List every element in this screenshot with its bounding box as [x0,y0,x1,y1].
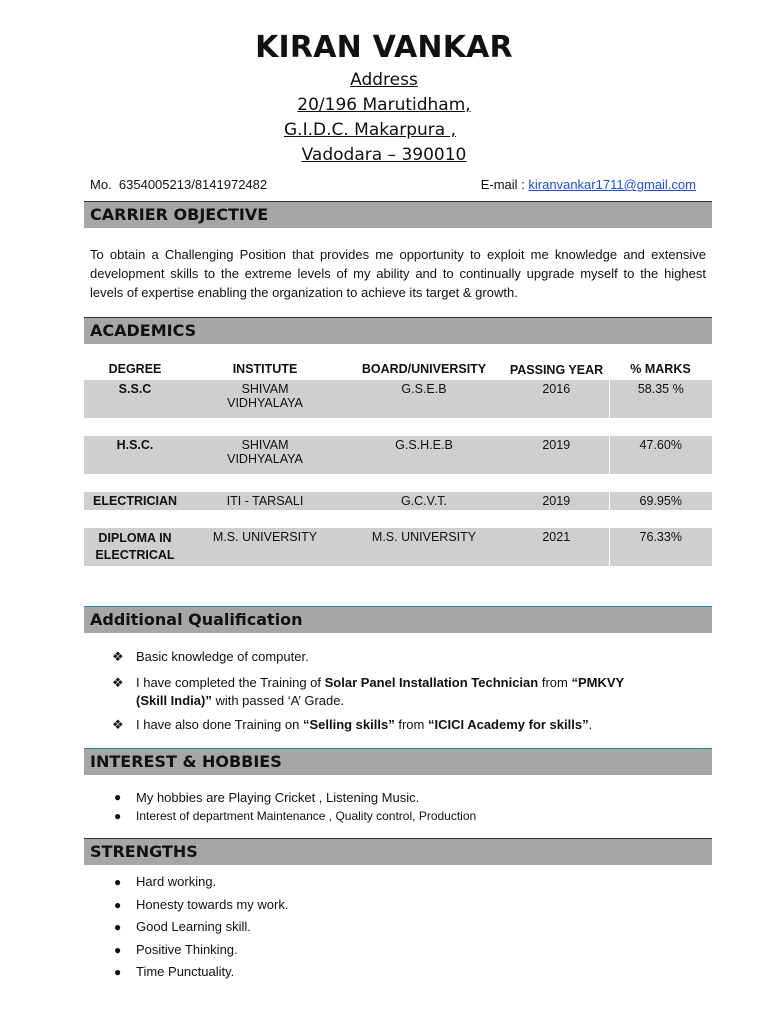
address-label: Address [350,70,418,90]
bullet-icon: ● [114,965,122,979]
column-header: BOARD/UNIVERSITY [361,362,487,376]
list-item: ❖ Basic knowledge of computer. [112,649,309,664]
table-cell: 47.60% [609,436,712,474]
list-item: ❖ I have completed the Training of Solar Panel Installation Technician from “PMKVY (Skill India)” with passed ‘A’ Grade. [112,675,624,708]
email-link[interactable]: kiranvankar1711@gmail.com [528,177,696,192]
academics-table [84,358,712,566]
section-title: STRENGTHS [90,842,198,861]
address-line-1: 20/196 Marutidham, [297,95,471,115]
additional-list [112,648,672,734]
bullet-icon: ● [114,897,122,912]
list-item: ● Honesty towards my work. [114,894,288,917]
diamond-bullet-icon: ❖ [112,717,124,732]
interests-list [114,788,476,826]
section-title: CARRIER OBJECTIVE [90,205,269,224]
mobile-number: 6354005213/8141972482 [118,177,268,192]
mobile-label: Mo. [90,177,112,192]
bullet-icon: ● [114,942,122,957]
diamond-bullet-icon: ❖ [112,649,124,664]
objective-text: To obtain a Challenging Position that provides me opportunity to exploit me knowledge and extensive development skills to the extreme levels of my ability and to continually upgrade myself to the highest levels of expertise enabling the organization to achieve its target & growth. [90,247,706,300]
column-header: DEGREE [108,362,162,376]
list-item: ● Time Punctuality. [114,961,288,984]
bullet-icon: ● [114,875,122,889]
diamond-bullet-icon: ❖ [112,675,124,690]
list-item: ● Good Learning skill. [114,916,288,939]
table-cell: SHIVAM VIDHYALAYA [186,436,344,474]
section-header-interests [84,748,712,775]
table-row [84,528,712,566]
table-cell: G.C.V.T. [344,492,504,510]
list-item: ❖ I have also done Training on “Selling skills” from “ICICI Academy for skills”. [112,717,593,732]
table-row [84,380,712,418]
section-header-strengths [84,838,712,865]
table-row [84,492,712,510]
column-header: % MARKS [630,362,691,376]
column-header: PASSING YEAR [509,363,604,377]
table-cell: S.S.C [84,380,186,418]
address-line-2: G.I.D.C. Makarpura , [284,120,456,140]
table-cell: G.S.E.B [344,380,504,418]
table-cell: SHIVAM VIDHYALAYA [186,380,344,418]
table-cell: M.S. UNIVERSITY [344,528,504,566]
bullet-icon: ● [114,790,122,804]
table-row [84,436,712,474]
table-header-row [84,358,712,380]
strengths-list [114,871,288,984]
column-header: INSTITUTE [232,362,298,376]
table-cell: G.S.H.E.B [344,436,504,474]
table-cell: DIPLOMA IN ELECTRICAL [84,528,186,566]
section-header-additional [84,606,712,633]
table-cell: 58.35 % [609,380,712,418]
table-cell: 69.95% [609,492,712,510]
table-cell: 76.33% [609,528,712,566]
list-item: ● Positive Thinking. [114,939,288,962]
section-header-objective [84,201,712,228]
list-item: ● Interest of department Maintenance , Quality control, Production [114,807,476,826]
address-line-3: Vadodara – 390010 [301,145,467,165]
mobile-info [90,177,267,192]
email-label: E-mail : [480,177,525,192]
table-cell: ELECTRICIAN [84,492,186,510]
bullet-icon: ● [114,809,122,823]
table-cell: 2016 [504,380,609,418]
bullet-icon: ● [114,920,122,934]
table-cell: 2021 [504,528,609,566]
section-title: ACADEMICS [90,321,197,340]
table-cell: 2019 [504,436,609,474]
table-cell: H.S.C. [84,436,186,474]
list-item: ● Hard working. [114,871,288,894]
candidate-name: KIRAN VANKAR [255,30,513,65]
list-item: ● My hobbies are Playing Cricket , Listening Music. [114,790,420,805]
section-title: Additional Qualification [90,610,303,629]
table-cell: 2019 [504,492,609,510]
table-cell: ITI - TARSALI [186,492,344,510]
section-header-academics [84,317,712,344]
section-title: INTEREST & HOBBIES [90,752,282,771]
email-info [481,177,696,192]
table-cell: M.S. UNIVERSITY [186,528,344,566]
